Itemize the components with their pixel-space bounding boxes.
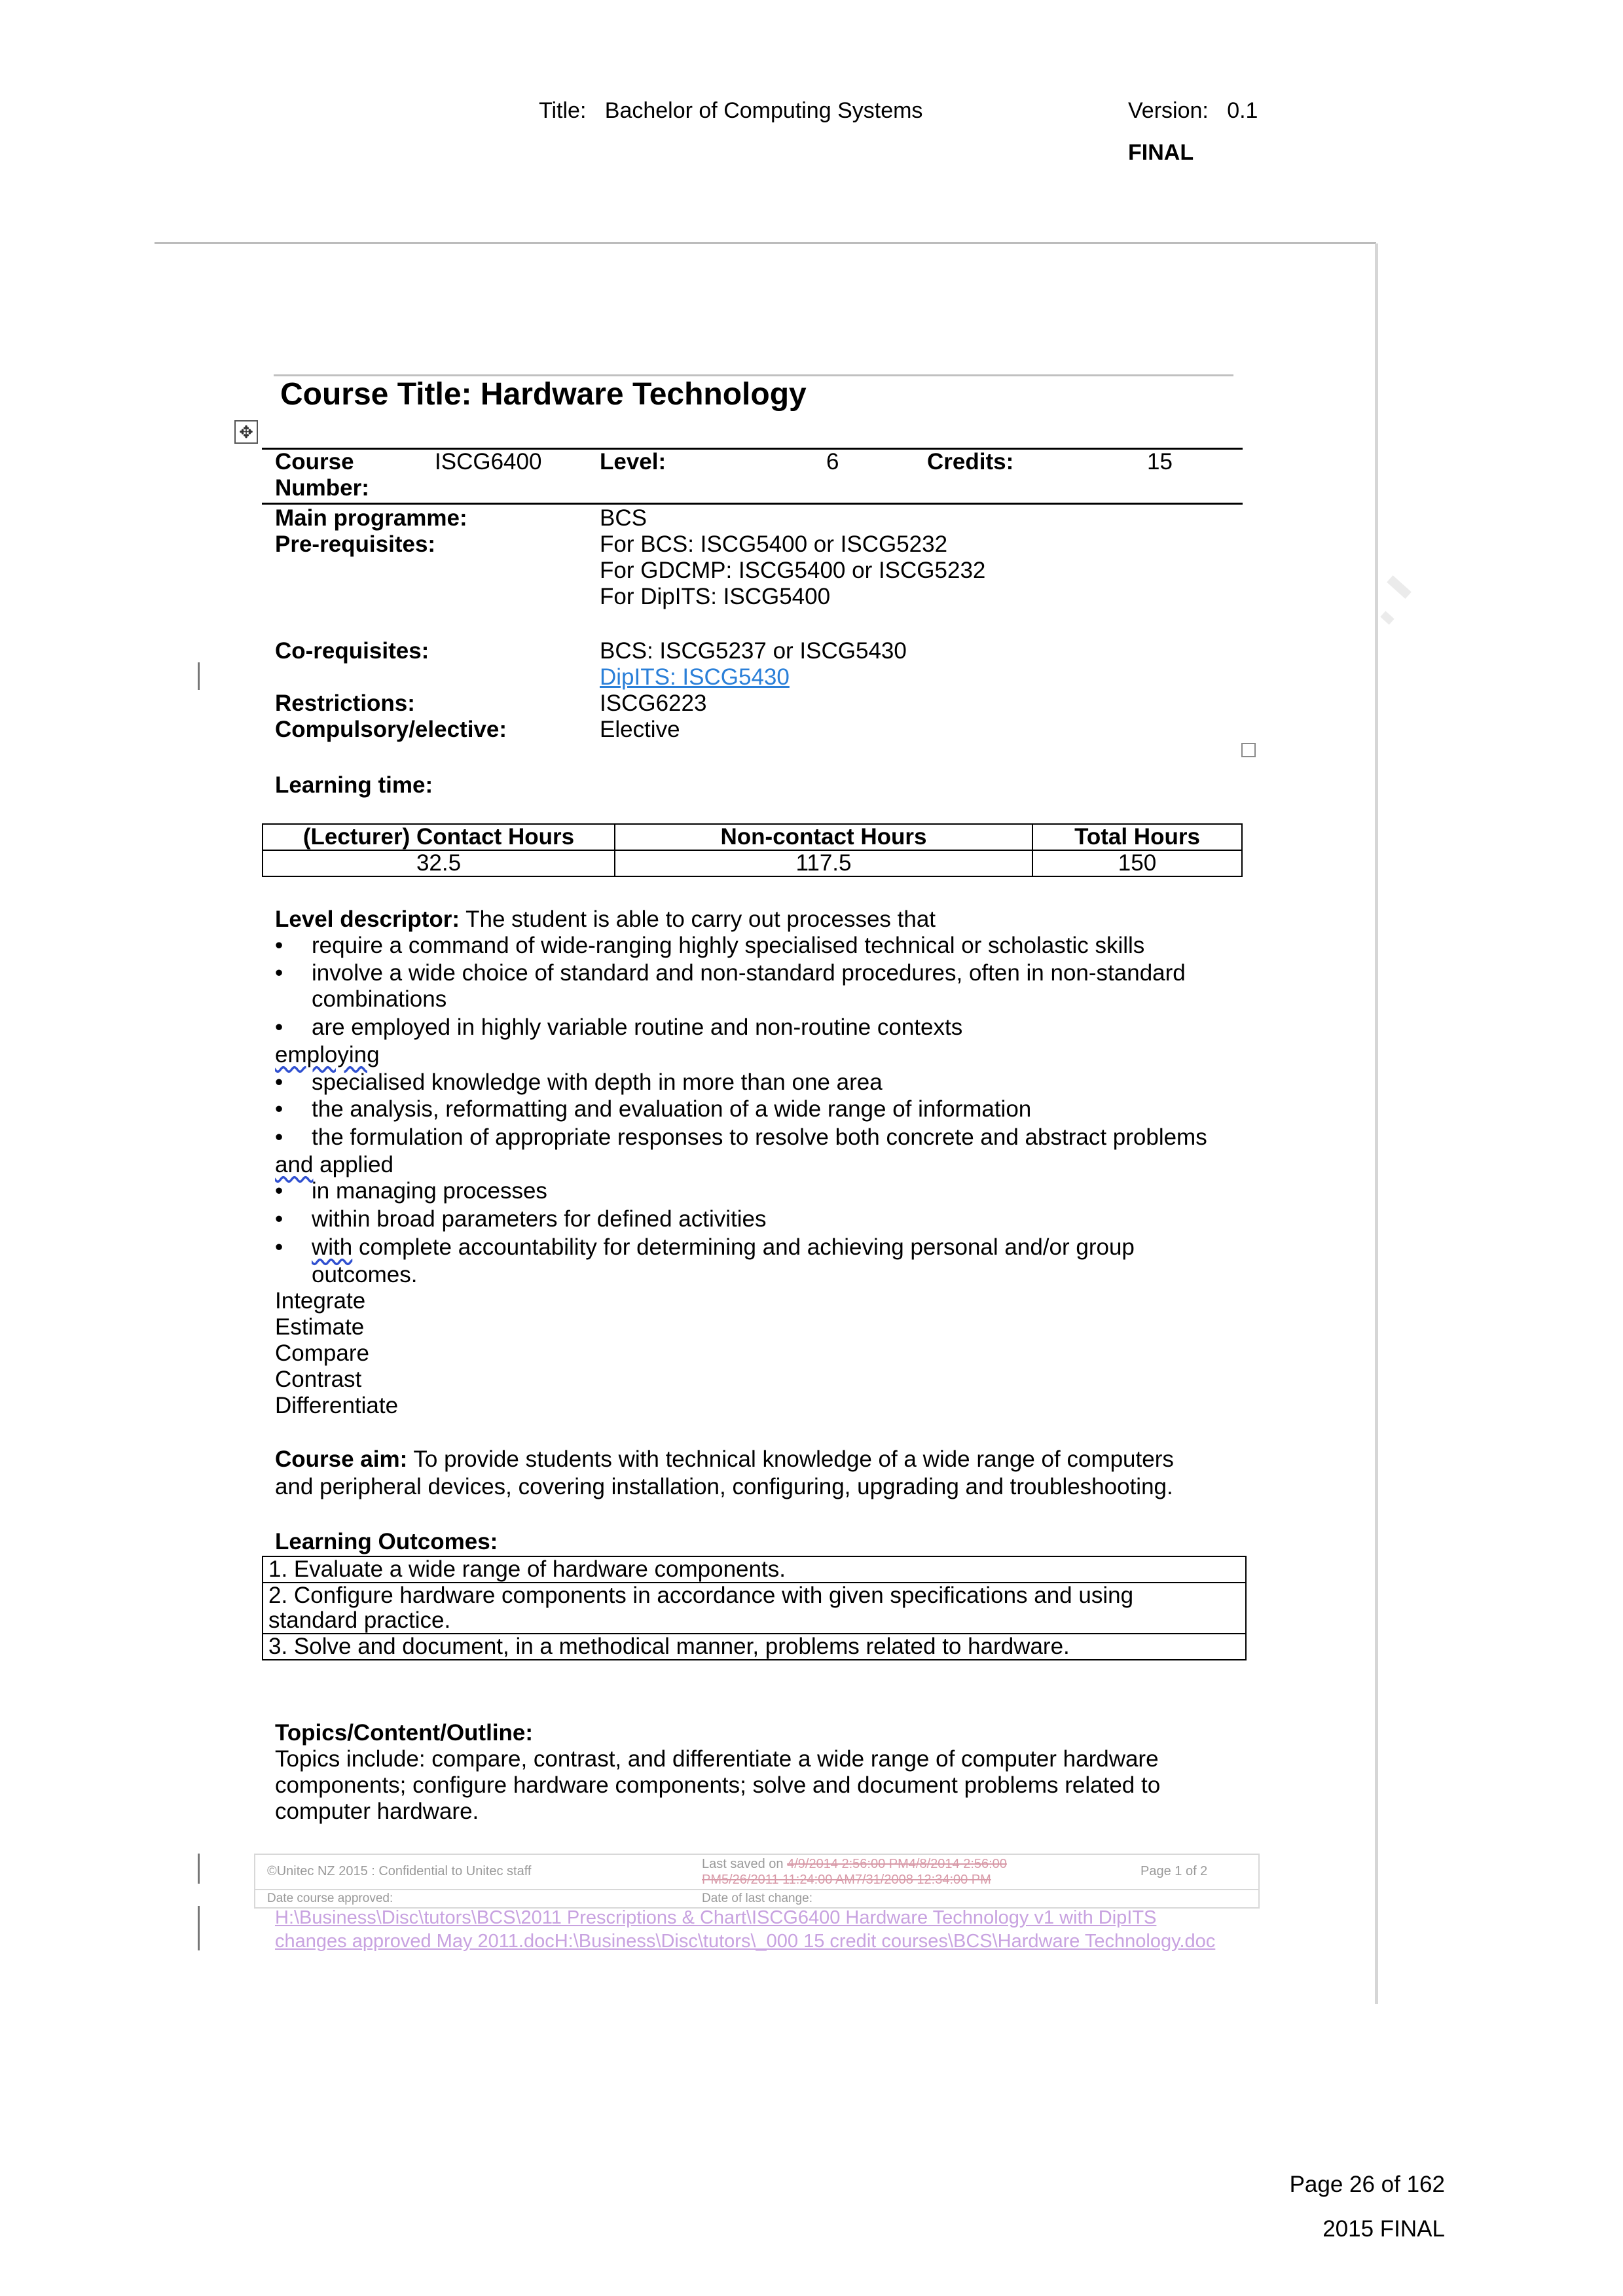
prerequisites-label: Pre-requisites: [275,531,436,557]
corequisite-line: BCS: ISCG5237 or ISCG5430 [600,638,907,664]
revision-bar [198,662,200,690]
embedded-footer-path-2[interactable]: changes approved May 2011.docH:\Business\Disc\tutors\_000 15 credit courses\BCS\Hardware Technology.doc [275,1931,1216,1952]
embedded-footer-path-1[interactable]: H:\Business\Disc\tutors\BCS\2011 Prescriptions & Chart\ISCG6400 Hardware Technology v1 with DipITS [275,1907,1157,1928]
learning-outcomes-table [262,1556,1247,1660]
embedded-page-top-border [155,242,1376,244]
page-edition: 2015 FINAL [1322,2216,1445,2242]
embedded-footer-last-saved: Last saved on 4/9/2014 2:56:00 PM4/8/2014 2:56:00 PM5/26/2011 11:24:00 AM7/31/2008 12:34:00 PM [702,1857,1007,1887]
embedded-footer-divider [254,1889,1260,1890]
level-descriptor-label: Level descriptor: [275,906,460,932]
table-row [263,850,1242,876]
course-aim-label: Course aim: [275,1446,408,1472]
embedded-page-right-border [1375,243,1378,2004]
hours-header-contact: (Lecturer) Contact Hours [263,824,615,850]
hours-header-noncontact: Non-contact Hours [615,824,1032,850]
table-row [263,1556,1246,1583]
revision-bar [198,1906,200,1950]
corequisite-link[interactable]: DipITS: ISCG5430 [600,664,790,690]
topics-line: computer hardware. [275,1799,479,1824]
verb-item: Compare [275,1340,369,1366]
learning-outcomes-label: Learning Outcomes: [275,1529,498,1554]
level-value: 6 [826,449,839,475]
course-aim-line-1: Course aim: To provide students with technical knowledge of a wide range of computers [275,1446,1174,1472]
restrictions-value: ISCG6223 [600,691,707,716]
header-title-value: Bachelor of Computing Systems [604,98,923,123]
verb-item: Estimate [275,1314,365,1340]
employing-line: employing [275,1042,380,1067]
topics-label: Topics/Content/Outline: [275,1720,534,1746]
hours-header-total: Total Hours [1032,824,1242,850]
embedded-footer-date-change: Date of last change: [702,1892,812,1905]
corequisites-label: Co-requisites: [275,638,429,664]
compulsory-label: Compulsory/elective: [275,717,507,742]
embedded-footer-page: Page 1 of 2 [1140,1864,1208,1878]
level-descriptor-intro [275,906,936,933]
level-label: Level: [600,449,666,475]
course-number-label-2: Number: [275,475,369,501]
outcome-1: 1. Evaluate a wide range of hardware components. [263,1556,1246,1583]
course-number-label-1: Course [275,449,354,475]
verb-item: Differentiate [275,1393,399,1418]
course-title: Course Title: Hardware Technology [280,377,807,412]
topics-line: Topics include: compare, contrast, and differentiate a wide range of computer hardware [275,1746,1159,1772]
outcome-2: 2. Configure hardware components in accordance with given specifications and using standard practice. [263,1583,1246,1634]
compulsory-value: Elective [600,717,680,742]
course-aim-line-2: and peripheral devices, covering installation, configuring, upgrading and troubleshooting. [275,1474,1173,1499]
header-version [1128,98,1258,124]
embedded-footer-copyright: ©Unitec NZ 2015 : Confidential to Unitec staff [267,1864,532,1878]
table-row [263,1634,1246,1660]
info-table-top-rule [262,448,1243,450]
prerequisite-line: For GDCMP: ISCG5400 or ISCG5232 [600,558,986,583]
level-descriptor-intro-text: The student is able to carry out processes that [465,906,936,932]
credits-label: Credits: [927,449,1014,475]
hours-table [262,823,1243,877]
main-programme-value: BCS [600,505,647,531]
table-row [263,1583,1246,1634]
hours-noncontact-value: 117.5 [615,850,1032,876]
restrictions-label: Restrictions: [275,691,415,716]
main-programme-label: Main programme: [275,505,467,531]
verb-item: Contrast [275,1367,362,1392]
header-version-label: Version: [1128,98,1209,123]
header-version-value: 0.1 [1227,98,1258,123]
topics-line: components; configure hardware components; solve and document problems related to [275,1772,1161,1798]
table-row [263,824,1242,850]
learning-time-label: Learning time: [275,772,433,798]
outcome-3: 3. Solve and document, in a methodical manner, problems related to hardware. [263,1634,1246,1660]
embedded-footer-date-approved: Date course approved: [267,1892,393,1905]
watermark-fragment [1380,611,1394,625]
info-table-mid-rule [262,503,1243,505]
hours-contact-value: 32.5 [263,850,615,876]
header-title-label: Title: [539,98,587,123]
checkbox-marker[interactable] [1241,743,1256,757]
hours-total-value: 150 [1032,850,1242,876]
page-number: Page 26 of 162 [1289,2172,1445,2197]
prerequisite-line: For DipITS: ISCG5400 [600,584,831,609]
header-title [539,98,922,124]
verb-item: Integrate [275,1288,366,1314]
and-applied-line: and applied [275,1152,394,1177]
credits-value: 15 [1147,449,1173,475]
course-number-value: ISCG6400 [435,449,542,475]
revision-bar [198,1854,200,1884]
move-handle-icon[interactable]: ✥ [234,420,258,444]
prerequisite-line: For BCS: ISCG5400 or ISCG5232 [600,531,948,557]
watermark-fragment [1387,575,1412,599]
header-status: FINAL [1128,140,1194,165]
